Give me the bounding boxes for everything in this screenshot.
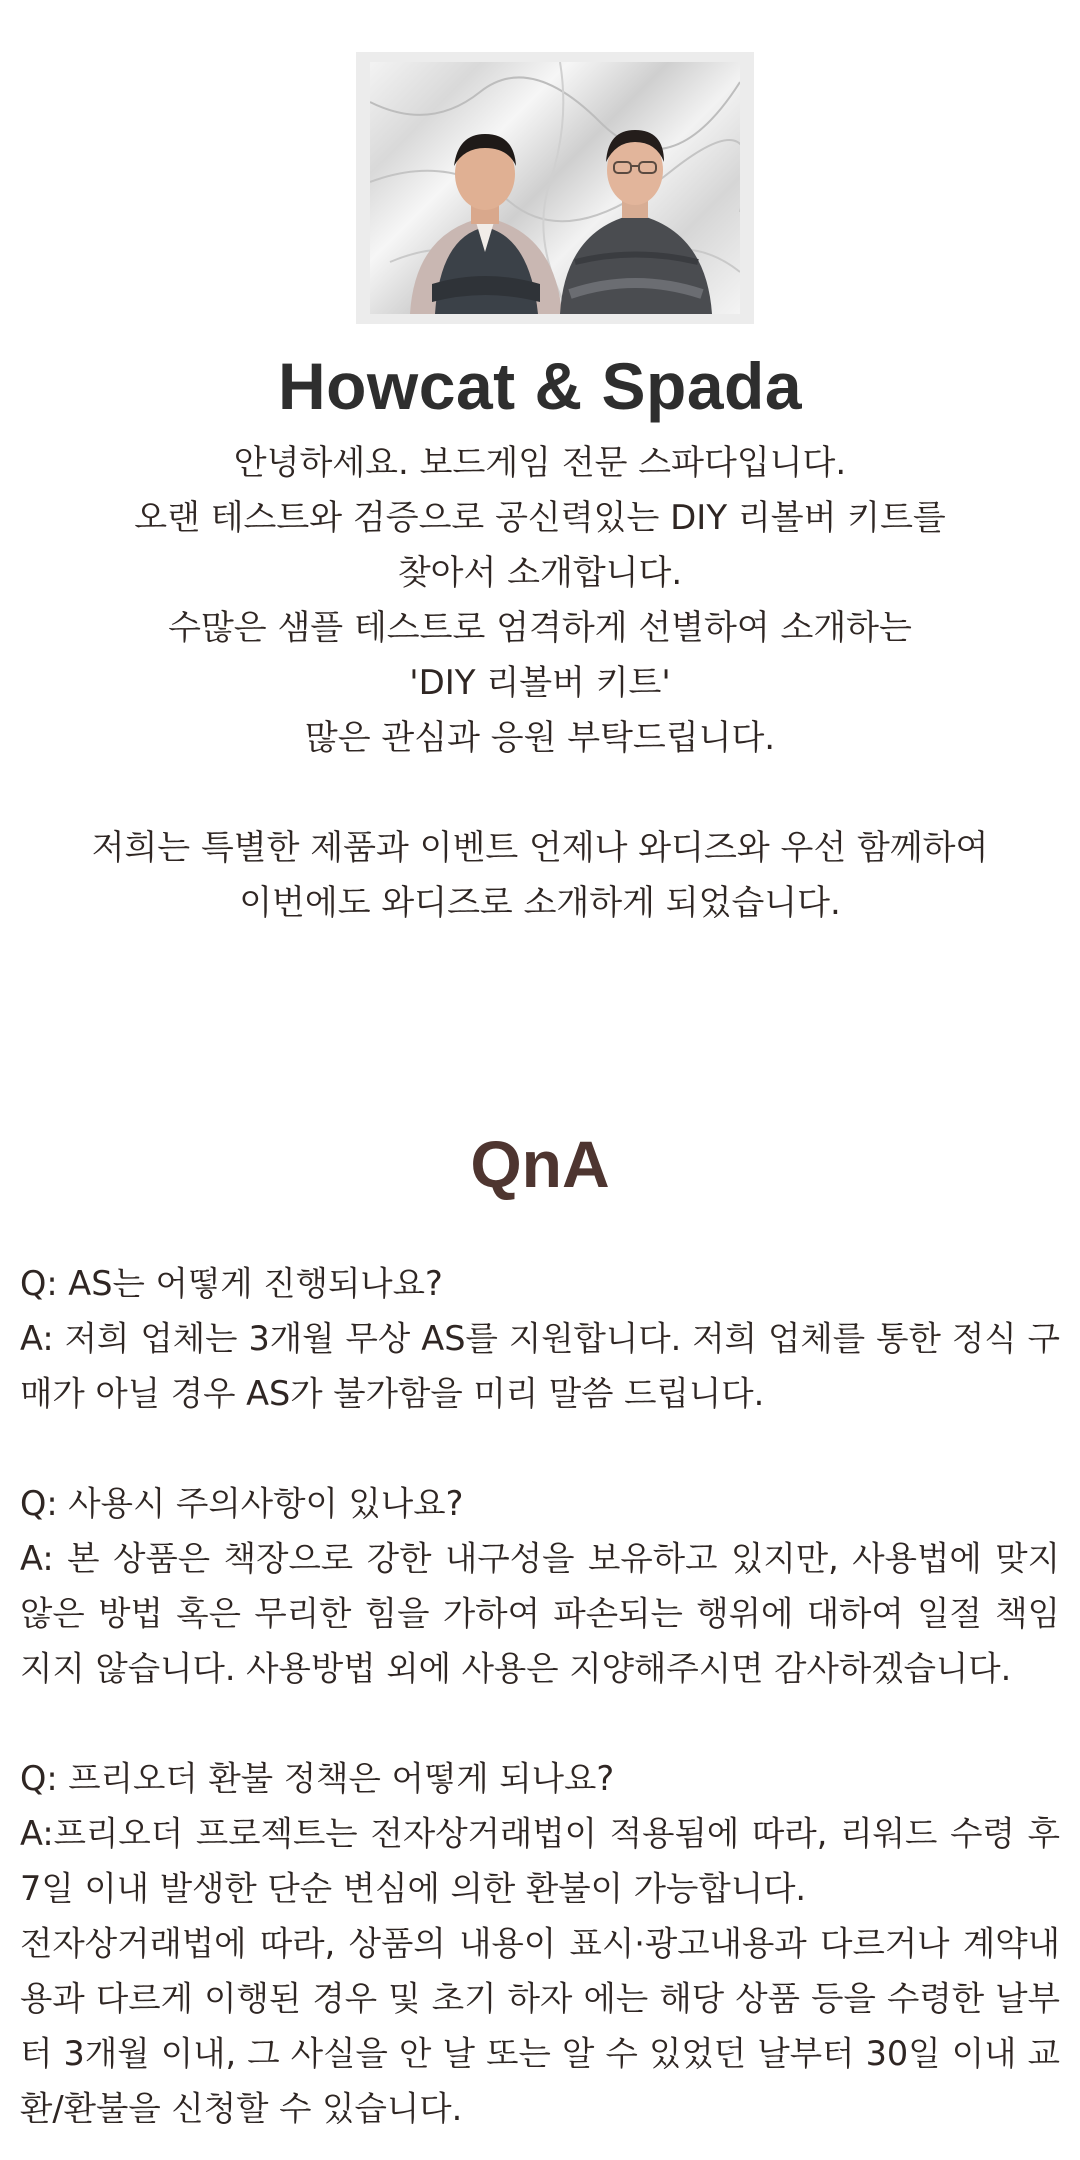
- spacer: [20, 1421, 1060, 1476]
- question-as: Q: AS는 어떻게 진행되나요?: [20, 1264, 443, 1303]
- answer-caution: A: 본 상품은 책장으로 강한 내구성을 보유하고 있지만, 사용법에 맞지 않은 방법 혹은 무리한 힘을 가하여 파손되는 행위에 대하여 일절 책임지지 않습니다. 사용방법 외에 사용은 지양해주시면 감사하겠습니다.: [20, 1539, 1060, 1688]
- answer-refund: A:프리오더 프로젝트는 전자상거래법이 적용됨에 따라, 리워드 수령 후 7일 이내 발생한 단순 변심에 의한 환불이 가능합니다.: [20, 1814, 1060, 1908]
- intro-line: 수많은 샘플 테스트로 엄격하게 선별하여 소개하는: [168, 608, 912, 648]
- qna-title: QnA: [470, 1127, 610, 1201]
- intro-line: 찾아서 소개합니다.: [397, 553, 683, 593]
- intro-line: 'DIY 리볼버 키트': [409, 663, 671, 703]
- qna-list: [20, 1256, 1060, 2136]
- team-photo: [370, 62, 740, 314]
- answer-as: A: 저희 업체는 3개월 무상 AS를 지원합니다. 저희 업체를 통한 정식 구매가 아닐 경우 AS가 불가함을 미리 말씀 드립니다.: [20, 1319, 1060, 1413]
- profile-title: Howcat & Spada: [277, 349, 803, 423]
- question-caution: Q: 사용시 주의사항이 있나요?: [20, 1484, 464, 1523]
- intro-text: [40, 436, 1040, 931]
- outro-line: 이번에도 와디즈로 소개하게 되었습니다.: [239, 883, 841, 923]
- intro-line: 오랜 테스트와 검증으로 공신력있는 DIY 리볼버 키트를: [134, 498, 946, 538]
- question-refund: Q: 프리오더 환불 정책은 어떻게 되나요?: [20, 1759, 615, 1798]
- outro-line: 저희는 특별한 제품과 이벤트 언제나 와디즈와 우선 함께하여: [91, 828, 989, 868]
- answer-refund-extra: 전자상거래법에 따라, 상품의 내용이 표시·광고내용과 다르거나 계약내용과 다르게 이행된 경우 및 초기 하자 에는 해당 상품 등을 수령한 날부터 3개월 이내, 그 사실을 안 날 또는 알 수 있었던 날부터 30일 이내 교환/환불을 신청할 수 있습니다.: [20, 1924, 1060, 2128]
- team-photo-frame: [356, 52, 754, 324]
- spacer: [20, 1696, 1060, 1751]
- intro-line: 안녕하세요. 보드게임 전문 스파다입니다.: [233, 443, 847, 483]
- spacer: [40, 766, 1040, 821]
- intro-line: 많은 관심과 응원 부탁드립니다.: [304, 718, 776, 758]
- person-left: [410, 134, 562, 314]
- team-photo-illustration: [370, 62, 740, 314]
